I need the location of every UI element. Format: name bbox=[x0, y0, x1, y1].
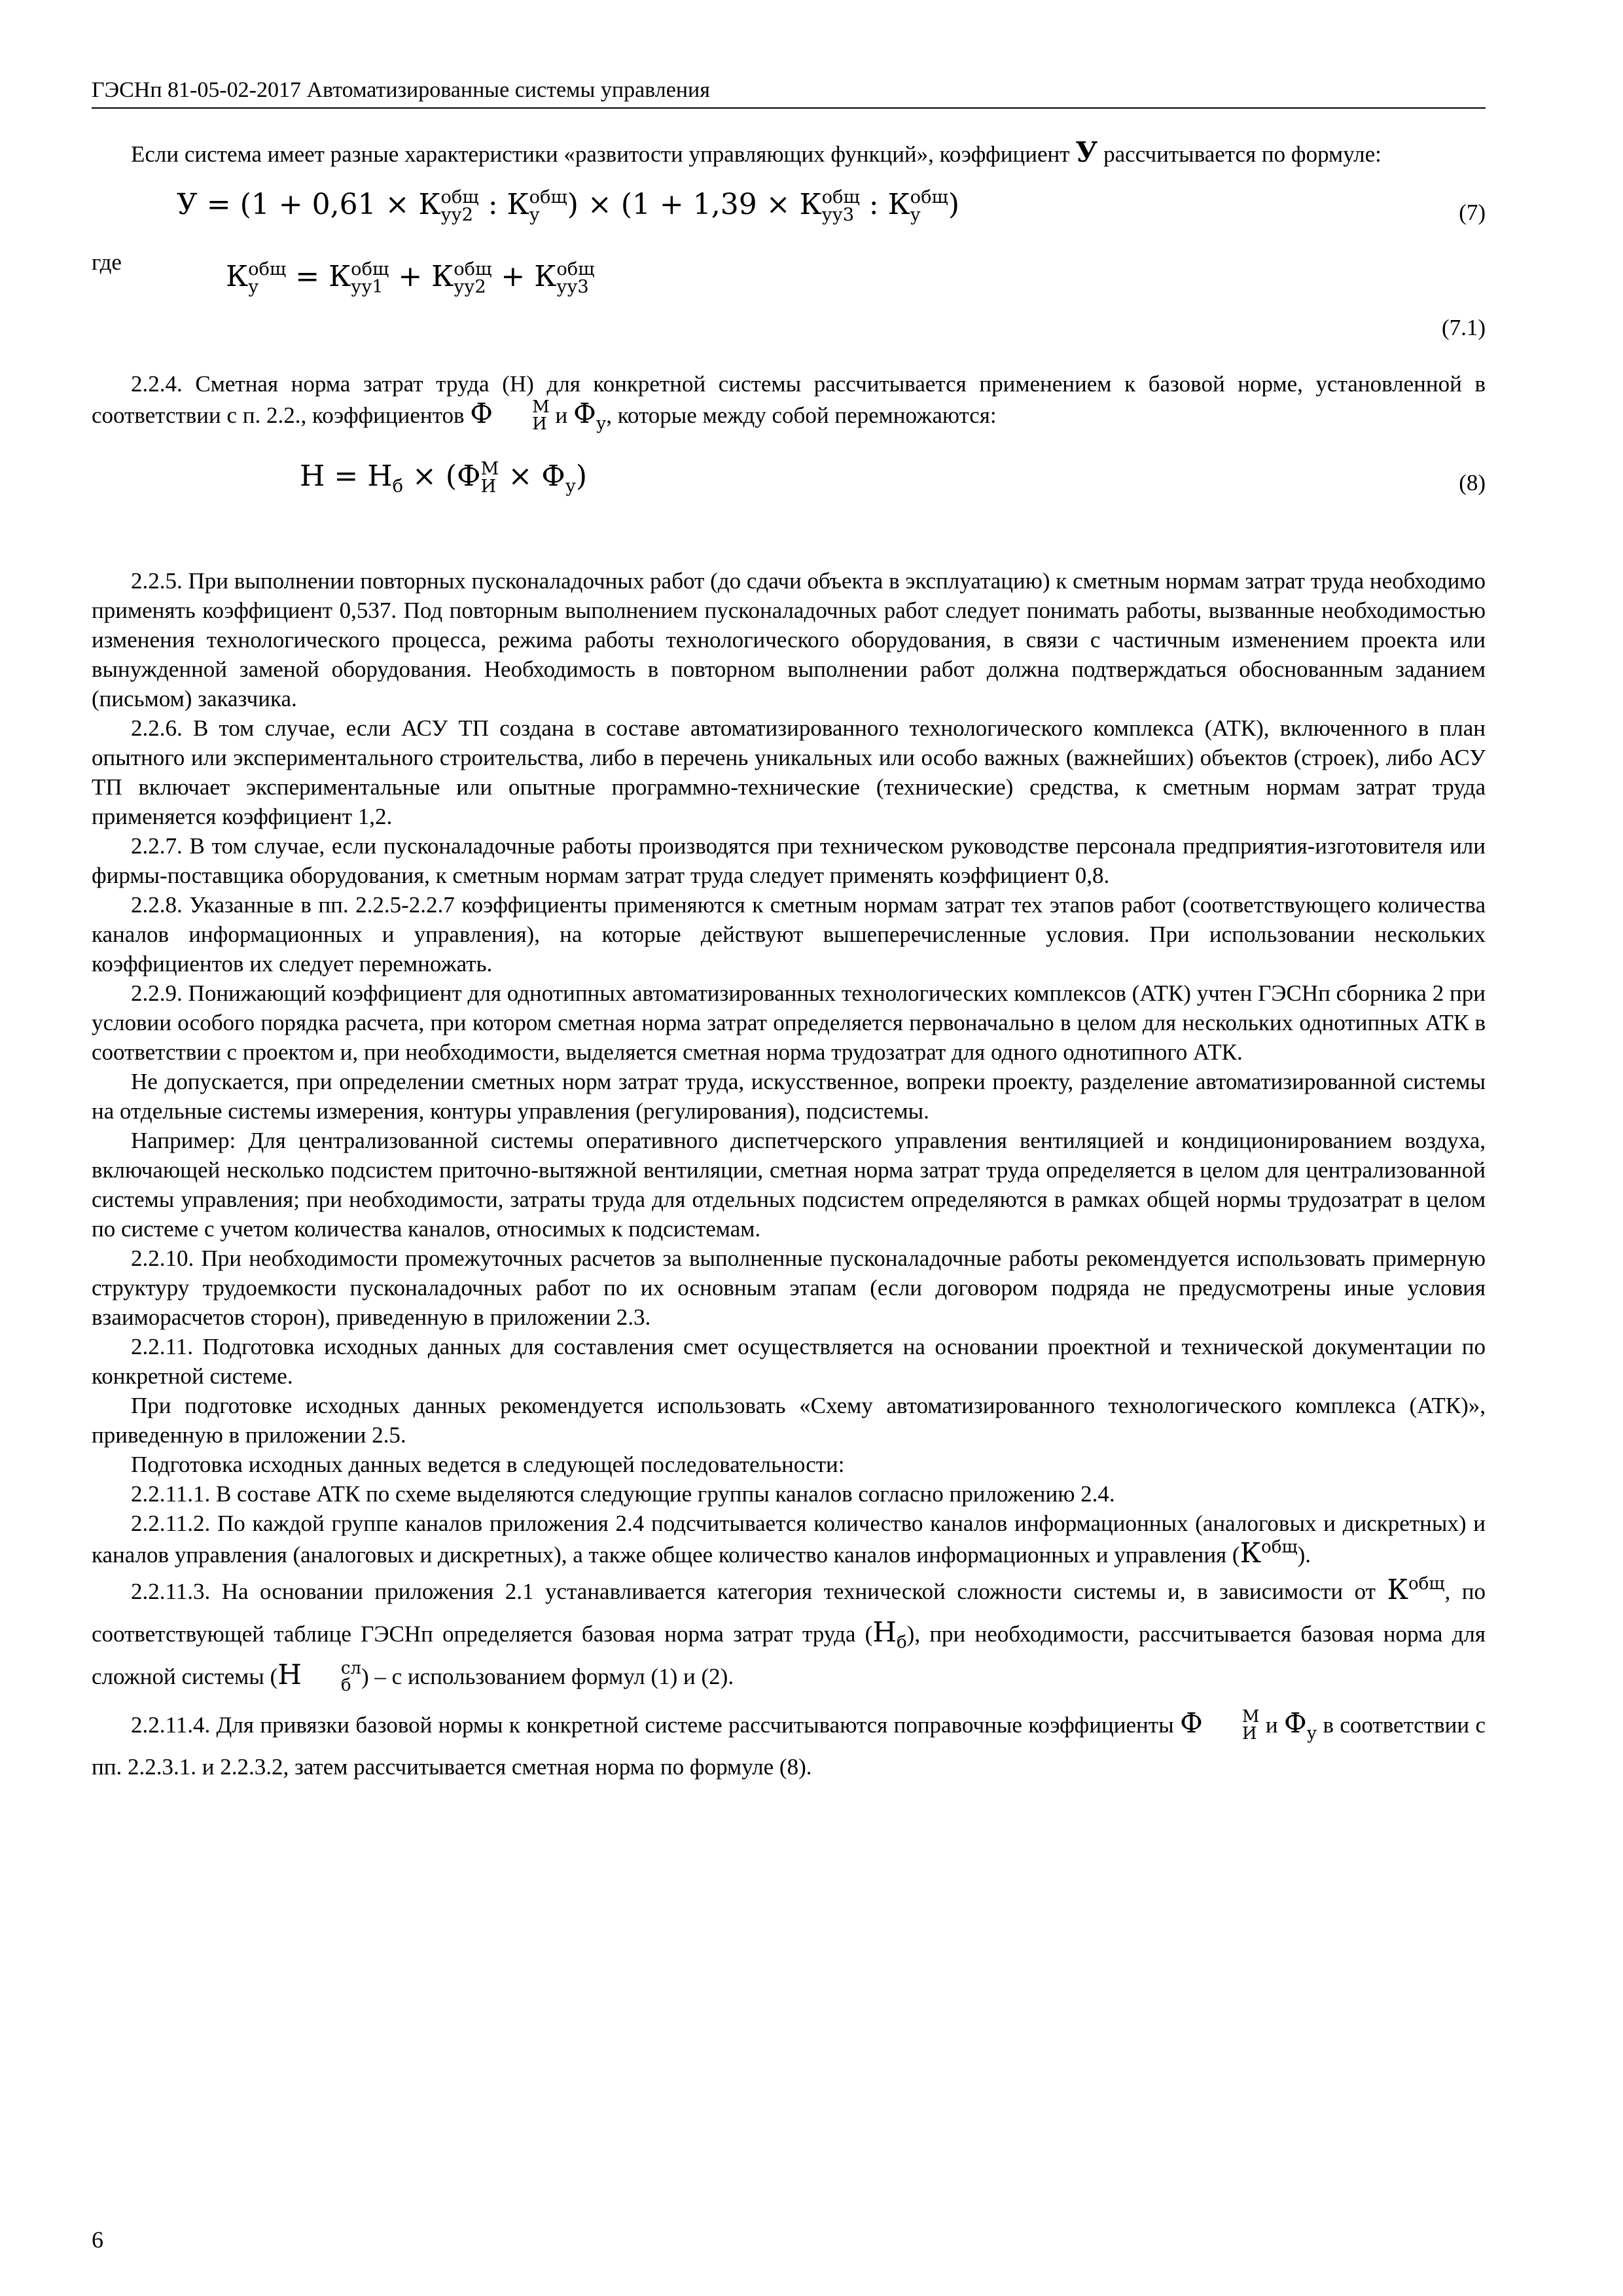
paragraph-2-2-6: 2.2.6. В том случае, если АСУ ТП создана в составе автоматизированного технологического комплекса (АТК), включенного в план опытного или экспериментального строительства, либо в перечень уникальных или особо важных (важнейших) объектов (строек), либо АСУ ТП включает экспериментальные или опытные программно-технические (технические) средства, к сметным нормам затрат труда применяется коэффициент 1,2. bbox=[92, 715, 1486, 830]
paragraph-example: Например: Для централизованной системы оперативного диспетчерского управления вентиляцией и кондиционированием воздуха, включающей несколько подсистем приточно-вытяжной вентиляции, сметная норма затрат труда определяется в целом для централизованной системы управления; при необходимости, затраты труда для отдельных подсистем определяются в рамках общей нормы трудозатрат в целом по системе с учетом количества каналов, относимых к подсистемам. bbox=[92, 1128, 1486, 1242]
paragraph-2-2-8: 2.2.8. Указанные в пп. 2.2.5-2.2.7 коэффициенты применяются к сметным нормам затрат тех этапов работ (соответствующего количества каналов информационных и управления), на которые действуют вышеперечисленные условия. При использовании нескольких коэффициентов их следует перемножать. bbox=[92, 892, 1486, 977]
formula-7-1-number: (7.1) bbox=[1441, 315, 1486, 340]
intro-tail: рассчитывается по формуле: bbox=[1103, 141, 1382, 167]
paragraph-2-2-4: 2.2.4. Сметная норма затрат труда (Н) для конкретной системы рассчитывается применением к базовой норме, установленной в соответствии с п. 2.2., коэффициентов Ф М И и $Ф_у$, которые между собой перемножаются: bbox=[92, 371, 1486, 435]
page-content bbox=[92, 137, 1486, 1788]
paragraph-2-2-11-3: 2.2.11.3. На основании приложения 2.1 устанавливается категория технической сложности системы и, в зависимости от $К^{общ}$, по соответствующей таблице ГЭСНп определяется базовая норма затрат труда $(Н_б)$, при необходимости, рассчитывается базовая норма для сложной системы (Н сл б ) – с использованием формул (1) и (2). bbox=[92, 1573, 1486, 1696]
formula-8 bbox=[92, 433, 1486, 531]
paragraph-intro bbox=[92, 137, 1486, 169]
paragraph-2-2-11-4: 2.2.11.4. Для привязки базовой нормы к конкретной системе рассчитываются поправочные коэффициенты Ф М И и $Ф_у$ в соответствии с пп. 2.2.3.1. и 2.2.3.2, затем рассчитывается сметная норма по формуле (8). bbox=[92, 1707, 1486, 1780]
page-header: ГЭСНп 81-05-02-2017 Автоматизированные системы управления bbox=[92, 77, 1486, 109]
paragraph-2-2-5: 2.2.5. При выполнении повторных пусконаладочных работ (до сдачи объекта в эксплуатацию) к сметным нормам затрат труда необходимо применять коэффициент 0,537. Под повторным выполнением пусконаладочных работ следует понимать работы, вызванные необходимостью изменения технологического процесса, режима работы технологического оборудования, в связи с частичным изменением проекта или вынужденной заменой оборудования. Необходимость в повторном выполнении работ должна подтверждаться обоснованным заданием (письмом) заказчика. bbox=[92, 568, 1486, 712]
intro-text: Если система имеет разные характеристики «развитости управляющих функций», коэффициент bbox=[131, 141, 1070, 167]
formula-7-number: (7) bbox=[1459, 200, 1486, 225]
paragraph-not-allowed: Не допускается, при определении сметных норм затрат труда, искусственное, вопреки проекту, разделение автоматизированной системы на отдельные системы измерения, контуры управления (регулирования), подсистемы. bbox=[92, 1069, 1486, 1124]
formula-7-expression: У = (1 + 0,61 × К общ уу2 : К общ у ) × (1 + 1,39 × К общ уу3 : К общ у ) bbox=[177, 187, 960, 226]
formula-7 bbox=[92, 169, 1486, 247]
paragraph-2-2-11-2: 2.2.11.2. По каждой группе каналов приложения 2.4 подсчитывается количество каналов информационных (аналоговых и дискретных) и каналов управления (аналоговых и дискретных), а также общее количество каналов информационных и управления $(К^{общ})$. bbox=[92, 1511, 1486, 1570]
paragraph-2-2-11: 2.2.11. Подготовка исходных данных для составления смет осуществляется на основании проектной и технической документации по конкретной системе. bbox=[92, 1334, 1486, 1390]
paragraph-2-2-7: 2.2.7. В том случае, если пусконаладочные работы производятся при техническом руководстве персонала предприятия-изготовителя или фирмы-поставщика оборудования, к сметным нормам затрат труда следует применять коэффициент 0,8. bbox=[92, 833, 1486, 889]
formula-8-number: (8) bbox=[1459, 470, 1486, 496]
where-label: где bbox=[92, 249, 122, 275]
paragraph-2-2-10: 2.2.10. При необходимости промежуточных расчетов за выполненные пусконаладочные работы рекомендуется использовать примерную структуру трудоемкости пусконаладочных работ по их основным этапам (если договором подряда не предусмотрены иные условия взаиморасчетов сторон), приведенную в приложении 2.3. bbox=[92, 1246, 1486, 1331]
coef-y-symbol: У bbox=[1075, 136, 1098, 168]
page-number: 6 bbox=[92, 2227, 103, 2253]
formula-8-expression: $Н = Н_б \times (Ф$ М И × $Ф_у$) bbox=[300, 459, 588, 497]
formula-7-1-expression: К общ у = К общ уу1 + К общ уу2 + К общ уу3 bbox=[226, 259, 595, 298]
paragraph-sequence: Подготовка исходных данных ведется в следующей последовательности: bbox=[131, 1452, 845, 1478]
formula-7-1 bbox=[92, 247, 1486, 346]
paragraph-recommend: При подготовке исходных данных рекомендуется использовать «Схему автоматизированного технологического комплекса (АТК)», приведенную в приложении 2.5. bbox=[92, 1393, 1486, 1448]
paragraph-2-2-9: 2.2.9. Понижающий коэффициент для однотипных автоматизированных технологических комплексов (АТК) учтен ГЭСНп сборника 2 при условии особого порядка расчета, при котором сметная норма затрат определяется первоначально в целом для нескольких однотипных АТК в соответствии с проектом и, при необходимости, выделяется сметная норма трудозатрат для одного однотипного АТК. bbox=[92, 980, 1486, 1066]
paragraph-2-2-11-1: 2.2.11.1. В составе АТК по схеме выделяются следующие группы каналов согласно приложению 2.4. bbox=[131, 1481, 1115, 1507]
